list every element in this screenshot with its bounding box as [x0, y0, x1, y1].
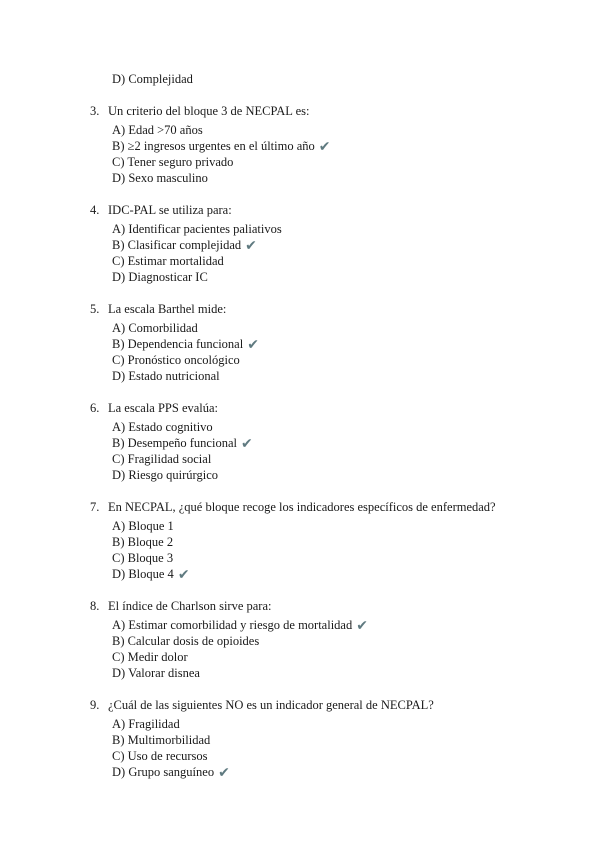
question-line [0, 697, 600, 713]
question-8 [0, 598, 600, 681]
option-list [0, 617, 600, 681]
option-label: D) Diagnosticar IC [112, 270, 208, 284]
option-item [112, 617, 600, 633]
question-number: 8. [90, 599, 100, 613]
option-list [0, 122, 600, 186]
option-item [112, 221, 600, 237]
option-item [112, 649, 600, 665]
question-number: 3. [90, 104, 100, 118]
option-list [0, 320, 600, 384]
option-item [112, 716, 600, 732]
question-text: La escala Barthel mide: [108, 302, 227, 316]
question-line [0, 202, 600, 218]
checkmark-icon: ✔ [245, 238, 257, 254]
option-item [112, 138, 600, 154]
option-item: D) Complejidad [112, 72, 193, 86]
option-list [0, 518, 600, 582]
option-label: B) Clasificar complejidad [112, 238, 242, 252]
option-item [112, 550, 600, 566]
question-9 [0, 697, 600, 780]
option-label: D) Sexo masculino [112, 171, 208, 185]
question-line [0, 499, 600, 515]
option-list [0, 221, 600, 285]
question-text: La escala PPS evalúa: [108, 401, 219, 415]
option-item [112, 122, 600, 138]
question-3 [0, 103, 600, 186]
option-item [112, 170, 600, 186]
option-label: B) Calcular dosis de opioides [112, 634, 260, 648]
checkmark-icon: ✔ [240, 436, 253, 452]
option-label: C) Pronóstico oncológico [112, 353, 240, 367]
option-item [112, 518, 600, 534]
question-4 [0, 202, 600, 285]
question-number: 5. [90, 302, 100, 316]
question-text: En NECPAL, ¿qué bloque recoge los indicadores específicos de enfermedad? [108, 500, 496, 514]
option-item [112, 435, 600, 451]
option-label: C) Tener seguro privado [112, 155, 234, 169]
question-6 [0, 400, 600, 483]
option-label: C) Fragilidad social [112, 452, 212, 466]
option-item [112, 451, 600, 467]
question-number: 7. [90, 500, 100, 514]
option-item [112, 269, 600, 285]
option-label: D) Valorar disnea [112, 666, 200, 680]
option-item [112, 748, 600, 764]
option-label: A) Estado cognitivo [112, 420, 213, 434]
question-text: ¿Cuál de las siguientes NO es un indicador general de NECPAL? [108, 698, 434, 712]
checkmark-icon: ✔ [247, 337, 259, 353]
question-line [0, 103, 600, 119]
option-label: C) Estimar mortalidad [112, 254, 224, 268]
option-item [112, 368, 600, 384]
question-text: IDC-PAL se utiliza para: [108, 203, 232, 217]
question-text: El índice de Charlson sirve para: [108, 599, 272, 613]
option-label: D) Riesgo quirúrgico [112, 468, 219, 482]
option-item [112, 467, 600, 483]
option-list [0, 419, 600, 483]
option-item [112, 534, 600, 550]
option-label: C) Bloque 3 [112, 551, 174, 565]
option-item [112, 566, 600, 582]
question-line [0, 301, 600, 317]
option-label: C) Medir dolor [112, 650, 188, 664]
option-label: C) Uso de recursos [112, 749, 208, 763]
option-item [112, 665, 600, 681]
option-item [112, 320, 600, 336]
option-item [112, 764, 600, 780]
option-item [112, 419, 600, 435]
question-5 [0, 301, 600, 384]
option-label: A) Bloque 1 [112, 519, 174, 533]
question-line [0, 400, 600, 416]
option-label: D) Grupo sanguíneo [112, 765, 215, 779]
option-label: D) Estado nutricional [112, 369, 220, 383]
option-item [112, 237, 600, 253]
option-label: A) Estimar comorbilidad y riesgo de mortalidad [112, 618, 353, 632]
option-label: A) Edad >70 años [112, 123, 203, 137]
question-number: 6. [90, 401, 100, 415]
question-text: Un criterio del bloque 3 de NECPAL es: [108, 104, 310, 118]
option-item [112, 732, 600, 748]
option-label: B) Dependencia funcional [112, 337, 244, 351]
option-label: B) Bloque 2 [112, 535, 174, 549]
option-label: B) ≥2 ingresos urgentes en el último año [112, 139, 315, 153]
question-7 [0, 499, 600, 582]
option-item [112, 352, 600, 368]
option-label: A) Comorbilidad [112, 321, 198, 335]
option-label: A) Fragilidad [112, 717, 180, 731]
option-label: A) Identificar pacientes paliativos [112, 222, 282, 236]
checkmark-icon: ✔ [177, 567, 190, 583]
option-label: D) Bloque 4 [112, 567, 174, 581]
option-item [112, 633, 600, 649]
option-label: B) Multimorbilidad [112, 733, 211, 747]
option-item [112, 336, 600, 352]
question-number: 9. [90, 698, 100, 712]
option-item [112, 154, 600, 170]
question-line [0, 598, 600, 614]
checkmark-icon: ✔ [356, 618, 368, 634]
checkmark-icon: ✔ [318, 139, 331, 155]
question-list [0, 103, 600, 796]
option-label: B) Desempeño funcional [112, 436, 237, 450]
option-list [0, 716, 600, 780]
question-number: 4. [90, 203, 100, 217]
checkmark-icon: ✔ [218, 765, 230, 781]
option-item [112, 253, 600, 269]
